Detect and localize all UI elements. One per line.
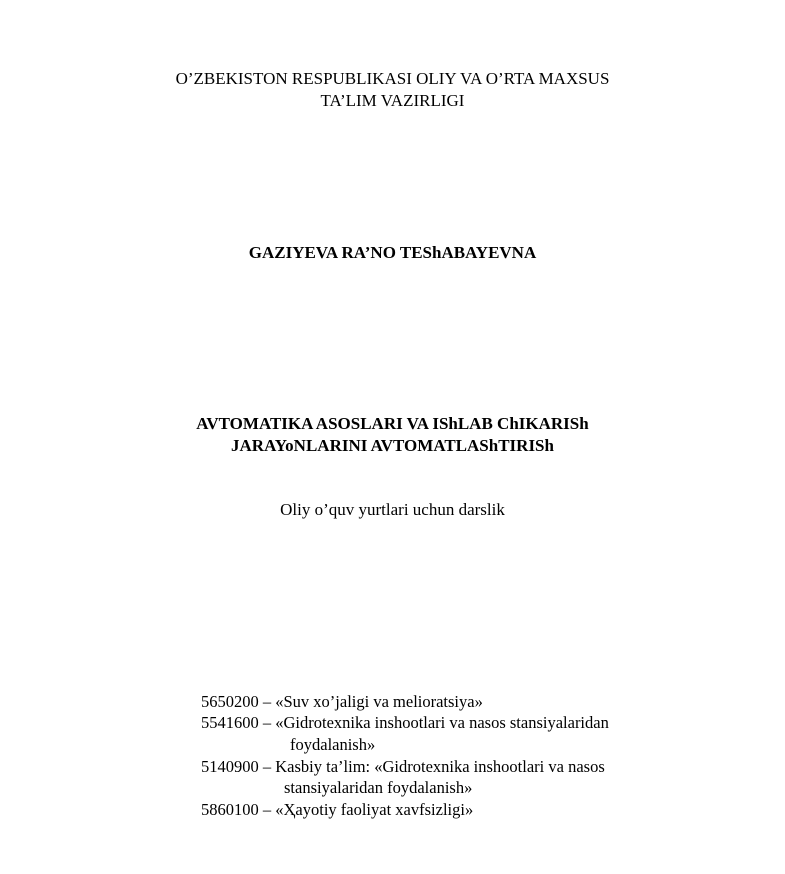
book-subtitle: Oliy o’quv yurtlari uchun darslik (280, 500, 505, 519)
author-name: GAZIYEVA RA’NO TEShABAYEVNA (248, 243, 537, 262)
specialty-2: 5541600 – «Gidrotexnika inshootlari va nasos stansiyalaridan (201, 713, 609, 732)
specialty-1: 5650200 – «Suv xo’jaligi va melioratsiya» (201, 692, 483, 711)
ministry-line-1: O’ZBEKISTON RESPUBLIKASI OLIY VA O’RTA MAXSUS (175, 69, 610, 88)
book-title-line-1: AVTOMATIKA ASOSLARI VA IShLAB ChIKARISh (196, 414, 589, 433)
book-title-line-2: JARAYoNLARINI AVTOMATLAShTIRISh (231, 436, 554, 455)
specialty-2-continuation: foydalanish» (290, 735, 376, 754)
ministry-line-2: TA’LIM VAZIRLIGI (320, 91, 465, 110)
specialty-3-continuation: stansiyalaridan foydalanish» (284, 778, 473, 797)
specialty-4: 5860100 – «Ҳayotiy faoliyat xavfsizligi» (201, 800, 474, 819)
specialty-3: 5140900 – Kasbiy ta’lim: «Gidrotexnika inshootlari va nasos (201, 757, 605, 776)
